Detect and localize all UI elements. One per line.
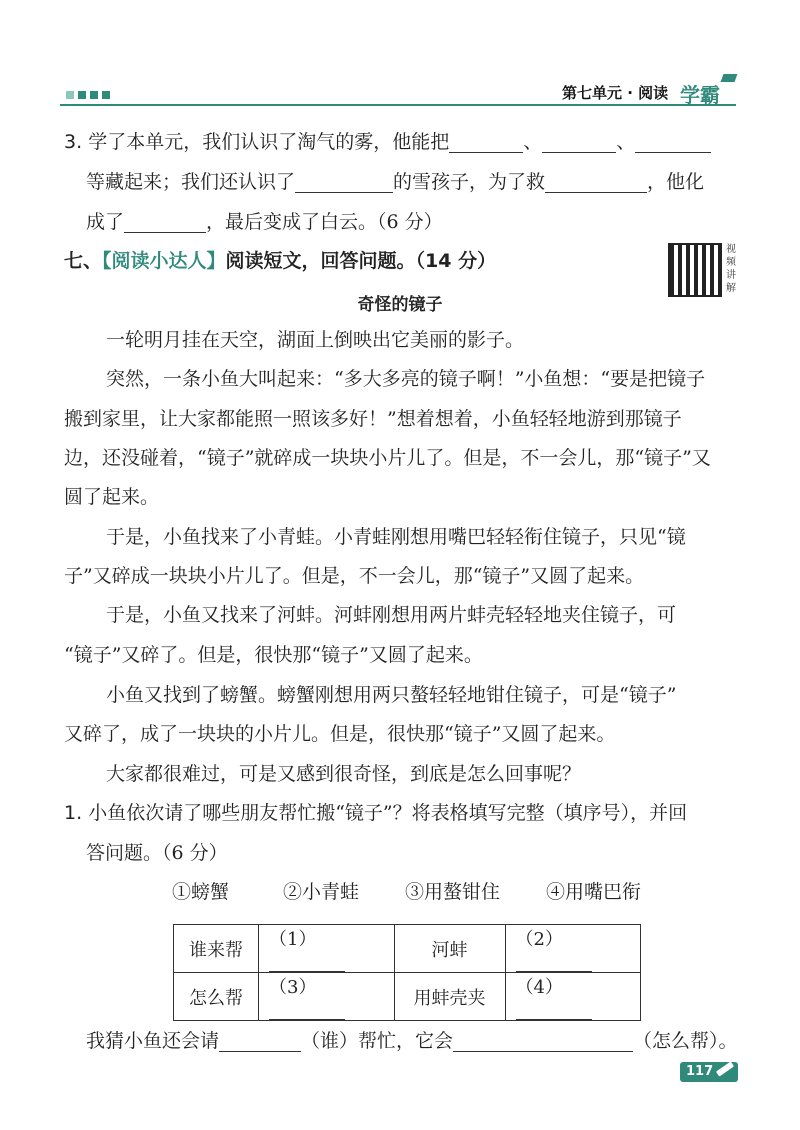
header-divider <box>60 104 736 106</box>
q3-text-2b: 的雪孩子，为了救 <box>393 171 546 193</box>
guess-blank-how[interactable] <box>453 1033 633 1052</box>
q1-option: ①螃蟹 <box>172 881 230 903</box>
blank-label: （2） <box>515 929 563 950</box>
q1-text-1: 小鱼依次请了哪些朋友帮忙搬“镜子”？将表格填写完整（填序号），并回 <box>88 802 688 824</box>
story-line: 子”又碎成一块块小片儿了。但是，不一会儿，那“镜子”又圆了起来。 <box>64 565 645 587</box>
story-line: 于是，小鱼找来了小青蛙。小青蛙刚想用嘴巴轻轻衔住镜子，只见“镜 <box>106 526 686 548</box>
guess-text-b: （谁）帮忙，它会 <box>301 1030 454 1052</box>
q3-text-3b: ，最后变成了白云。（6 分） <box>206 211 443 233</box>
table-cell <box>505 925 641 973</box>
qr-label: 视频讲解 <box>726 244 736 294</box>
section7-title <box>64 246 496 273</box>
q3-blank-2[interactable] <box>542 134 616 153</box>
blank-label: （4） <box>515 977 563 998</box>
guess-text-c: （怎么帮）。 <box>633 1030 738 1052</box>
q3-blank-5[interactable] <box>545 174 647 193</box>
q1-option: ④用嘴巴衔 <box>546 881 642 903</box>
q1-option: ②小青蛙 <box>283 881 360 903</box>
story-line: 突然，一条小鱼大叫起来：“多大多亮的镜子啊！”小鱼想：“要是把镜子 <box>106 368 706 390</box>
story-line: “镜子”又碎了。但是，很快那“镜子”又圆了起来。 <box>64 644 483 666</box>
section7-bracket: 【阅读小达人】 <box>102 250 226 272</box>
story-line: 搬到家里，让大家都能照一照该多好！”想着想着，小鱼轻轻地游到那镜子 <box>64 408 682 430</box>
q3-sep-2: 、 <box>616 131 636 153</box>
q1-line2: 答问题。（6 分） <box>86 842 228 864</box>
story-line: 一轮明月挂在天空，湖面上倒映出它美丽的影子。 <box>106 329 525 351</box>
section7-prefix: 七、 <box>64 250 103 272</box>
story-line: 边，还没碰着，“镜子”就碎成一块块小片儿了。但是，不一会儿，那“镜子”又 <box>64 447 711 469</box>
q3-number: 3. <box>64 131 83 153</box>
q3-blank-3[interactable] <box>635 134 711 153</box>
q1-option: ③用螯钳住 <box>405 881 501 903</box>
q3-line2 <box>86 171 704 193</box>
section7-instruction: 阅读短文，回答问题。（14 分） <box>225 250 497 272</box>
table-cell <box>259 973 395 1021</box>
header-squares <box>66 91 110 99</box>
pencil-icon <box>716 1061 734 1076</box>
q3-blank-4[interactable] <box>295 174 393 193</box>
q1-line1 <box>64 802 687 824</box>
q3-text-2a: 等藏起来；我们还认识了 <box>86 171 296 193</box>
table-cell: 怎么帮 <box>174 973 259 1021</box>
q3-line1 <box>64 131 711 153</box>
logo-cap-icon <box>721 74 738 82</box>
table-cell: 用蚌壳夹 <box>394 973 505 1021</box>
blank-label: （3） <box>269 977 317 998</box>
q3-blank-6[interactable] <box>124 214 206 233</box>
story-line: 大家都很难过，可是又感到很奇怪，到底是怎么回事呢？ <box>106 763 582 785</box>
table-cell: 河蚌 <box>394 925 505 973</box>
table-row <box>174 925 641 973</box>
page-number: 117 <box>686 1064 714 1079</box>
qr-code-icon[interactable] <box>668 243 722 297</box>
story-line: 小鱼又找到了螃蟹。螃蟹刚想用两只螯轻轻地钳住镜子，可是“镜子” <box>106 684 677 706</box>
blank-label: （1） <box>269 929 317 950</box>
q3-line3 <box>86 211 443 233</box>
answer-blank-2[interactable] <box>516 953 592 972</box>
story-line: 于是，小鱼又找来了河蚌。河蚌刚想用两片蚌壳轻轻地夹住镜子，可 <box>106 604 677 626</box>
guess-blank-who[interactable] <box>219 1033 301 1052</box>
logo: 学霸 <box>680 83 720 107</box>
q3-sep-1: 、 <box>523 131 543 153</box>
unit-title: 第七单元 · 阅读 <box>562 84 669 102</box>
q3-text-2c: ，他化 <box>647 171 705 193</box>
guess-text-a: 我猜小鱼还会请 <box>86 1030 220 1052</box>
table-row <box>174 973 641 1021</box>
table-cell <box>505 973 641 1021</box>
answer-blank-4[interactable] <box>516 1001 592 1020</box>
table-cell <box>259 925 395 973</box>
q3-text-1: 学了本单元，我们认识了淘气的雾，他能把 <box>88 131 450 153</box>
story-line: 又碎了，成了一块块的小片儿。但是，很快那“镜子”又圆了起来。 <box>64 723 616 745</box>
story-line: 圆了起来。 <box>64 486 160 508</box>
q1-number: 1. <box>64 802 83 824</box>
q3-blank-1[interactable] <box>449 134 523 153</box>
story-title: 奇怪的镜子 <box>357 295 443 315</box>
page-number-badge <box>680 1062 738 1082</box>
answer-blank-1[interactable] <box>269 953 345 972</box>
table-cell: 谁来帮 <box>174 925 259 973</box>
answer-blank-3[interactable] <box>269 1001 345 1020</box>
q1-guess <box>86 1030 738 1052</box>
q3-text-3a: 成了 <box>86 211 125 233</box>
answer-table <box>173 924 641 1021</box>
